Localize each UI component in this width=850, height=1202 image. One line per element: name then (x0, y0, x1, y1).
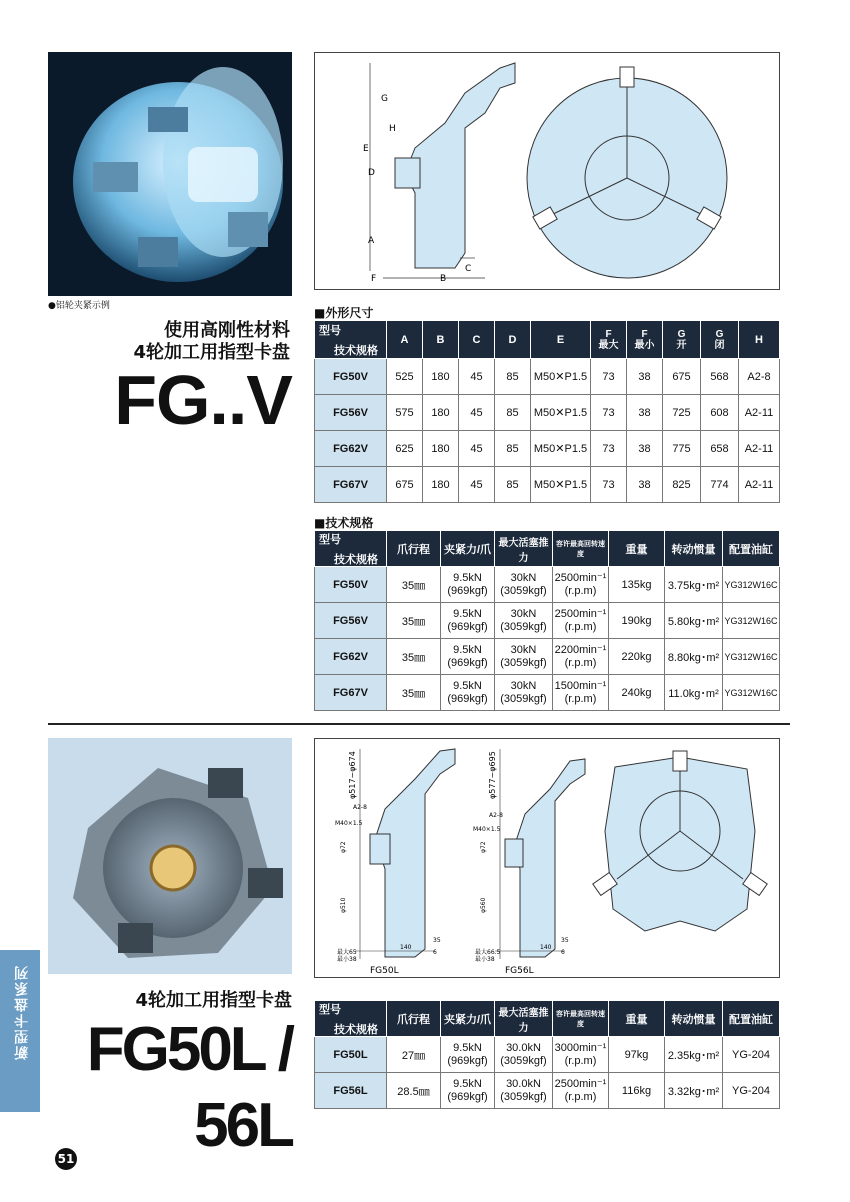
svg-text:最大65: 最大65 (337, 949, 357, 956)
col-speed: 容许最高回转速度 (553, 531, 609, 567)
col-stroke: 爪行程 (387, 1001, 441, 1037)
dimension-drawing-fgv (314, 52, 780, 290)
drawing-label-fg50l: FG50L (370, 966, 399, 976)
section-divider (48, 723, 790, 725)
svg-text:φ72: φ72 (480, 841, 487, 853)
svg-text:6: 6 (561, 949, 565, 956)
svg-text:6: 6 (433, 949, 437, 956)
title-fgv: FG..V (114, 361, 292, 439)
specs-table-fgv (314, 530, 780, 711)
table-row: FG62V 35㎜ 9.5kN (969kgf) 30kN (3059kgf) 2200min⁻¹ (r.p.m) 220kg 8.80kg･m² YG312W16C (315, 639, 780, 675)
svg-text:φ577~φ695: φ577~φ695 (488, 751, 497, 799)
col-e: E (531, 321, 591, 359)
col-thrust: 最大活塞推力 (495, 531, 553, 567)
dim-label-b: B (440, 274, 447, 284)
svg-text:A2-8: A2-8 (353, 804, 367, 811)
dim-label-e: E (363, 144, 369, 154)
col-speed: 容许最高回转速度 (553, 1001, 609, 1037)
col-b: B (423, 321, 459, 359)
svg-text:35: 35 (561, 937, 569, 944)
col-f-max: F 最大 (591, 321, 627, 359)
dim-label-d: D (368, 168, 375, 178)
svg-text:140: 140 (540, 944, 552, 951)
svg-text:最小38: 最小38 (337, 956, 357, 963)
col-cylinder: 配置油缸 (723, 531, 780, 567)
dimensions-table (314, 320, 780, 503)
chuck-illustration (48, 52, 292, 296)
col-f-min: F 最小 (627, 321, 663, 359)
drawing-label-fg56l: FG56L (505, 966, 534, 976)
series-sidebar: 新型卡盘系列 (0, 950, 40, 1112)
col-g-open: G 开 (663, 321, 701, 359)
col-c: C (459, 321, 495, 359)
title-fgl: FG50L / 56L (86, 1015, 292, 1160)
corner-header: 技术规格 型号 (315, 1001, 387, 1037)
chuck-photo-fgv (48, 52, 292, 296)
col-force: 夹紧力/爪 (441, 1001, 495, 1037)
section-dimensions: ■外形尺寸 (314, 306, 374, 320)
svg-text:M40×1.5: M40×1.5 (335, 820, 363, 827)
dim-label-c: C (465, 264, 472, 274)
svg-text:140: 140 (400, 944, 412, 951)
svg-text:最大66.5: 最大66.5 (475, 949, 501, 956)
section-specs: ■技术规格 (314, 516, 374, 530)
col-d: D (495, 321, 531, 359)
col-weight: 重量 (609, 1001, 665, 1037)
chuck-illustration (48, 738, 292, 974)
dimension-drawing-fgl (314, 738, 780, 978)
dim-label-h: H (389, 124, 396, 134)
col-inertia: 转动惯量 (665, 531, 723, 567)
dim-label-a: A (368, 236, 375, 246)
col-force: 夹紧力/爪 (441, 531, 495, 567)
col-h: H (739, 321, 780, 359)
corner-header: 技术规格 型号 (315, 531, 387, 567)
technical-drawing (315, 739, 781, 979)
svg-text:M40×1.5: M40×1.5 (473, 826, 501, 833)
col-cylinder: 配置油缸 (723, 1001, 780, 1037)
table-row: FG56L 28.5㎜ 9.5kN (969kgf) 30.0kN (3059kgf) 2500min⁻¹ (r.p.m) 116kg 3.32kg･m² YG-204 (315, 1073, 780, 1109)
svg-text:35: 35 (433, 937, 441, 944)
corner-header: 技术规格 型号 (315, 321, 387, 359)
table-row: FG50V 525 180 45 85 M50✕P1.5 73 38 675 568 A2-8 (315, 359, 780, 395)
table-row: FG56V 575 180 45 85 M50✕P1.5 73 38 725 608 A2-11 (315, 395, 780, 431)
table-row: FG56V 35㎜ 9.5kN (969kgf) 30kN (3059kgf) 2500min⁻¹ (r.p.m) 190kg 5.80kg･m² YG312W16C (315, 603, 780, 639)
dim-label-g: G (381, 94, 388, 104)
subtitle-fgv: 使用高刚性材料 4轮加工用指型卡盘 (133, 320, 290, 363)
svg-text:φ72: φ72 (340, 841, 347, 853)
col-stroke: 爪行程 (387, 531, 441, 567)
table-row: FG62V 625 180 45 85 M50✕P1.5 73 38 775 658 A2-11 (315, 431, 780, 467)
svg-text:φ517~φ674: φ517~φ674 (348, 751, 357, 799)
table-row: FG50L 27㎜ 9.5kN (969kgf) 30.0kN (3059kgf) 3000min⁻¹ (r.p.m) 97kg 2.35kg･m² YG-204 (315, 1037, 780, 1073)
col-g-close: G 闭 (701, 321, 739, 359)
chuck-photo-fgl (48, 738, 292, 974)
table-row: FG67V 675 180 45 85 M50✕P1.5 73 38 825 774 A2-11 (315, 467, 780, 503)
table-row: FG50V 35㎜ 9.5kN (969kgf) 30kN (3059kgf) 2500min⁻¹ (r.p.m) 135kg 3.75kg･m² YG312W16C (315, 567, 780, 603)
svg-text:φ510: φ510 (340, 897, 347, 913)
dim-label-f: F (371, 274, 377, 284)
table-row: FG67V 35㎜ 9.5kN (969kgf) 30kN (3059kgf) 1500min⁻¹ (r.p.m) 240kg 11.0kg･m² YG312W16C (315, 675, 780, 711)
svg-text:A2-8: A2-8 (489, 812, 503, 819)
col-inertia: 转动惯量 (665, 1001, 723, 1037)
subtitle-fgl: 4轮加工用指型卡盘 (135, 990, 292, 1011)
svg-text:最小38: 最小38 (475, 956, 495, 963)
technical-drawing (315, 53, 780, 290)
svg-text:φ560: φ560 (480, 897, 487, 913)
photo-caption: ●铝轮夹紧示例 (48, 301, 110, 311)
page-number: 51 (55, 1148, 77, 1170)
specs-table-fgl (314, 1000, 780, 1109)
col-weight: 重量 (609, 531, 665, 567)
col-a: A (387, 321, 423, 359)
col-thrust: 最大活塞推力 (495, 1001, 553, 1037)
